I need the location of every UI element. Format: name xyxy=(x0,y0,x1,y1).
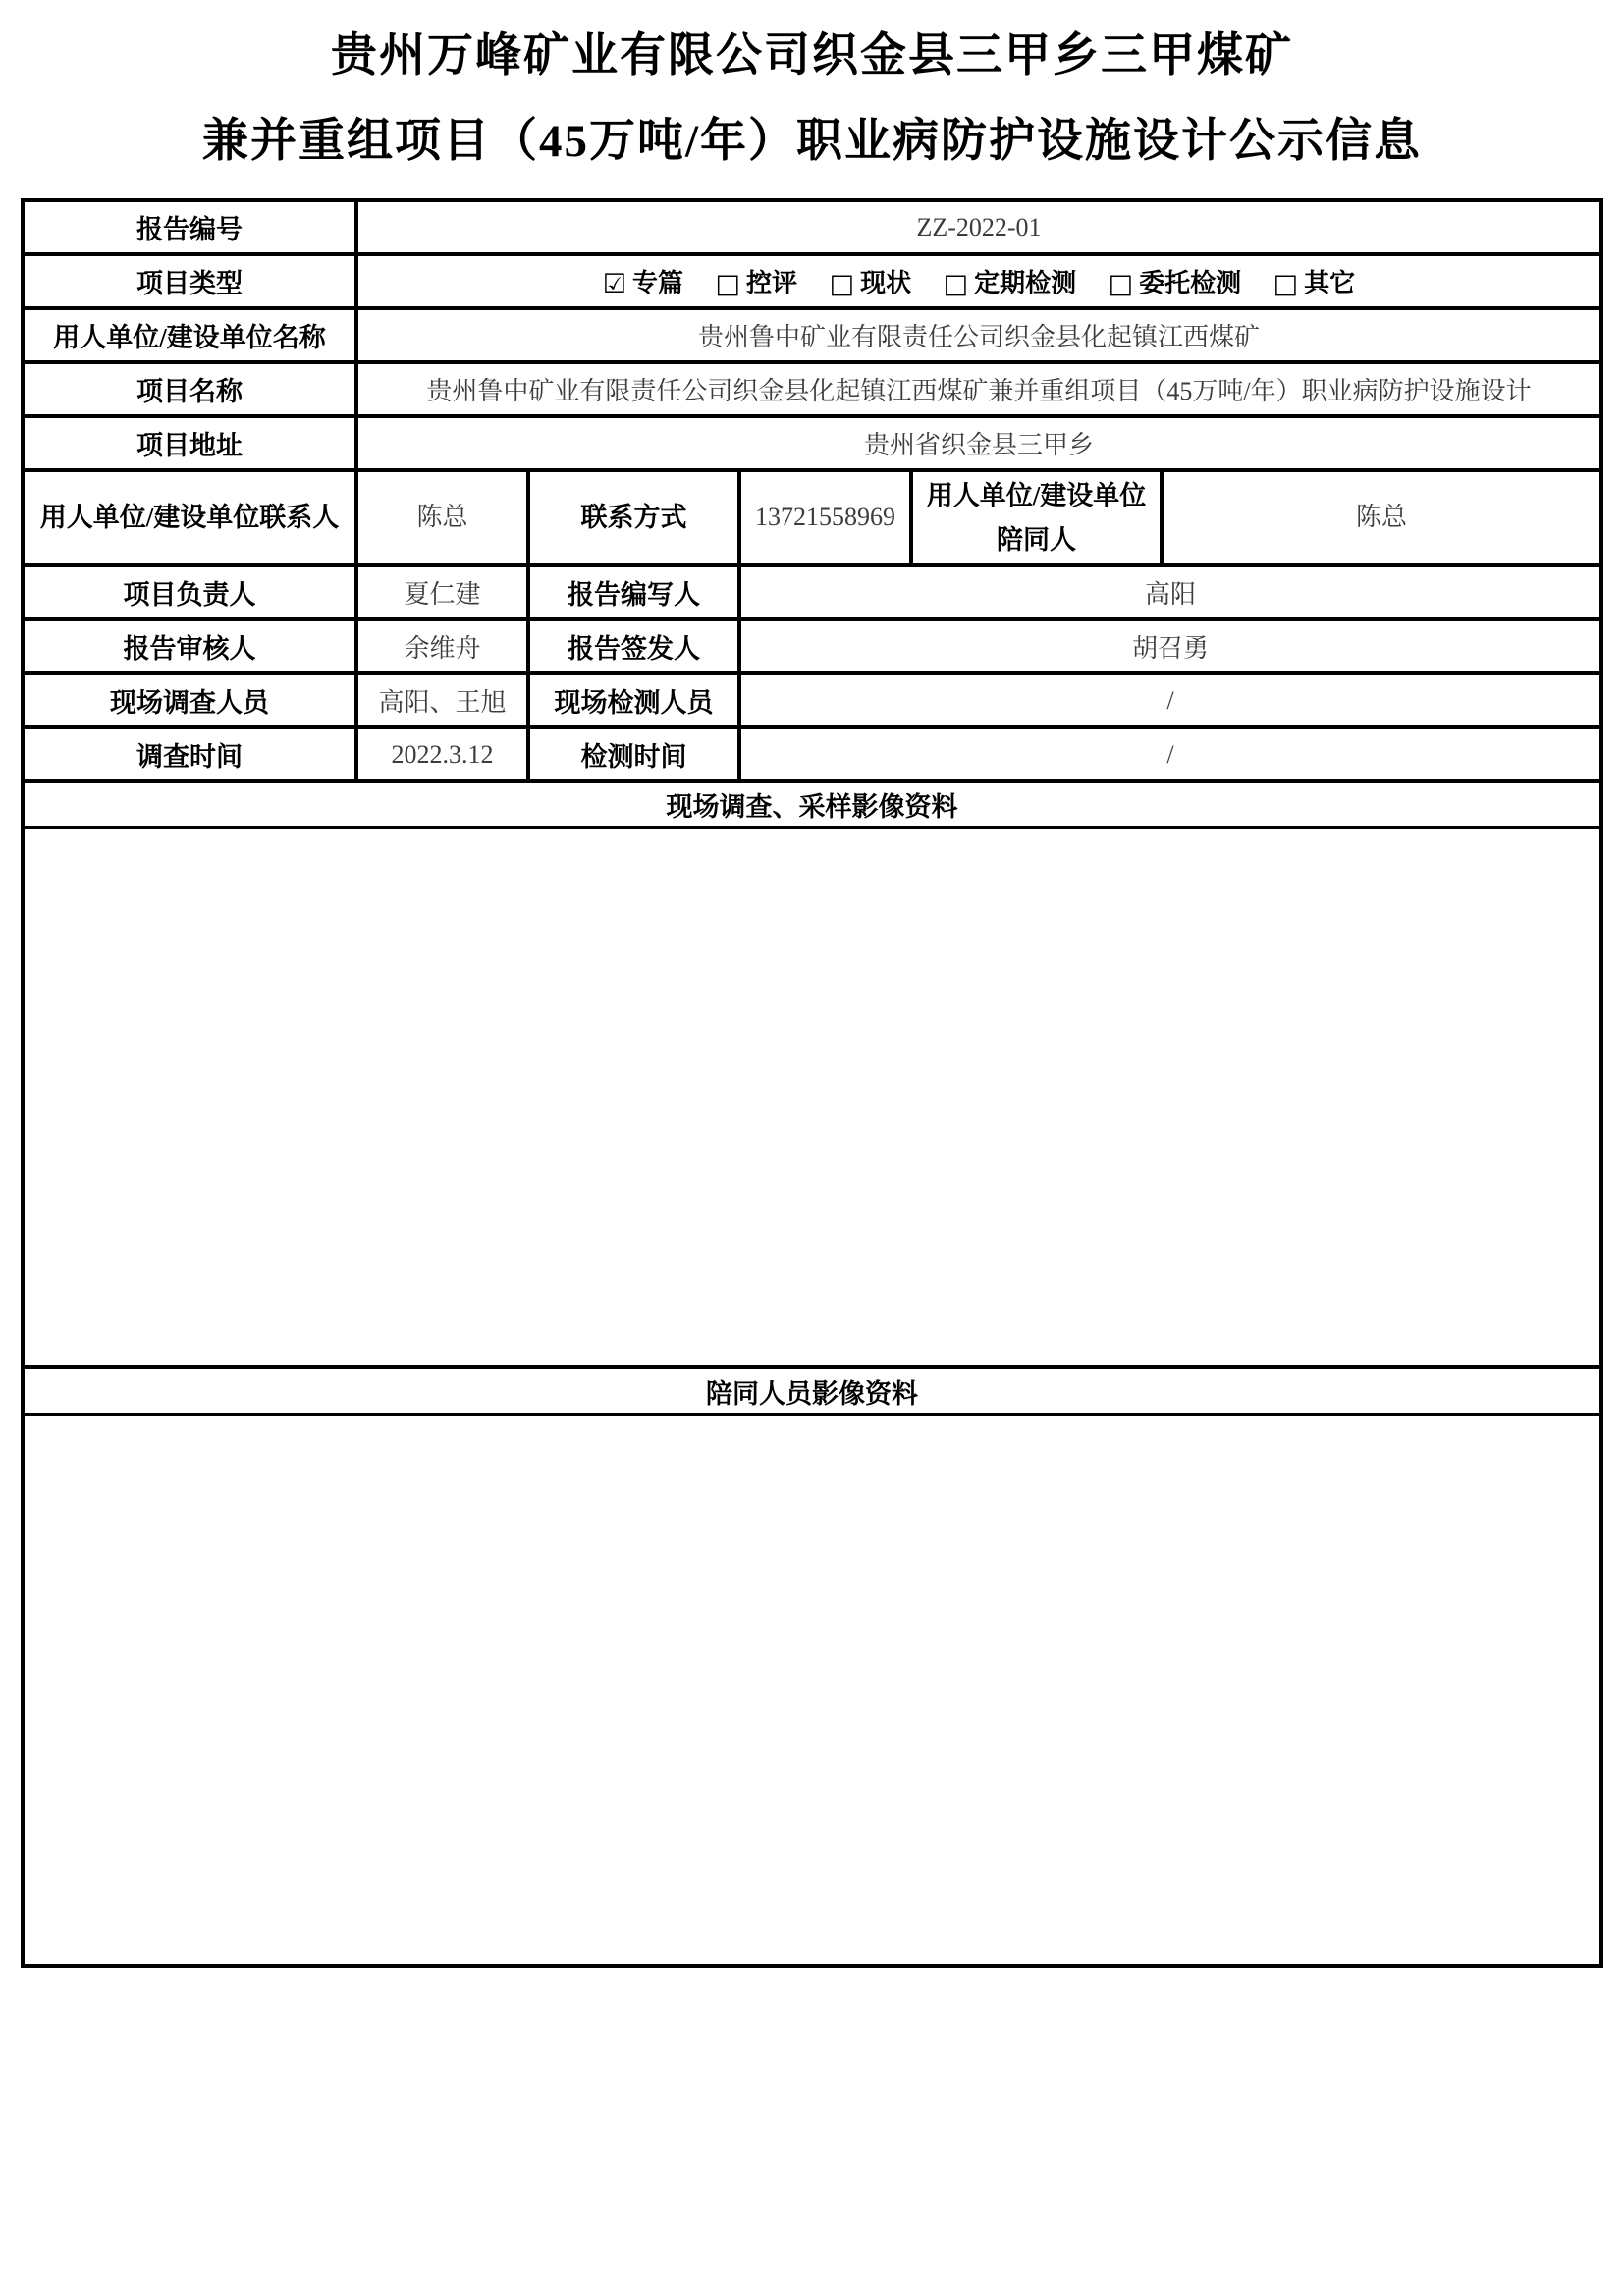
contact-value: 陈总 xyxy=(356,470,528,565)
project-name-value: 贵州鲁中矿业有限责任公司织金县化起镇江西煤矿兼并重组项目（45万吨/年）职业病防护设施设计 xyxy=(356,362,1601,416)
report-no-label: 报告编号 xyxy=(23,200,356,254)
escort-media-header: 陪同人员影像资料 xyxy=(23,1367,1601,1415)
report-writer-label: 报告编写人 xyxy=(528,565,739,619)
row-survey-media-header xyxy=(23,781,1601,828)
project-manager-label: 项目负责人 xyxy=(23,565,356,619)
row-project-address xyxy=(23,416,1601,470)
row-reviewer xyxy=(23,619,1601,673)
option-label: 委托检测 xyxy=(1139,269,1242,297)
test-staff-value: / xyxy=(739,673,1601,727)
escort-label: 用人单位/建设单位陪同人 xyxy=(911,470,1162,565)
document-title-line1: 贵州万峰矿业有限公司织金县三甲乡三甲煤矿 xyxy=(331,30,1293,81)
row-contact xyxy=(23,470,1601,565)
phone-value: 13721558969 xyxy=(739,470,911,565)
employer-name-value: 贵州鲁中矿业有限责任公司织金县化起镇江西煤矿 xyxy=(356,308,1601,362)
row-survey-staff xyxy=(23,673,1601,727)
employer-name-label: 用人单位/建设单位名称 xyxy=(23,308,356,362)
project-type-options xyxy=(356,254,1601,308)
checkbox-unchecked-icon: □ xyxy=(1108,269,1134,299)
survey-staff-label: 现场调查人员 xyxy=(23,673,356,727)
option-kongping xyxy=(716,269,798,297)
checkbox-unchecked-icon: □ xyxy=(1272,269,1299,299)
checkbox-unchecked-icon: □ xyxy=(943,269,969,299)
option-qita xyxy=(1273,269,1356,297)
option-label: 定期检测 xyxy=(974,269,1077,297)
project-address-label: 项目地址 xyxy=(23,416,356,470)
info-table xyxy=(21,198,1603,1968)
option-dingqijiance xyxy=(944,269,1077,297)
row-report-no xyxy=(23,200,1601,254)
row-escort-media-header xyxy=(23,1367,1601,1415)
row-employer-name xyxy=(23,308,1601,362)
project-name-label: 项目名称 xyxy=(23,362,356,416)
row-project-type xyxy=(23,254,1601,308)
row-project-manager xyxy=(23,565,1601,619)
checkbox-unchecked-icon: □ xyxy=(715,269,741,299)
row-project-name xyxy=(23,362,1601,416)
option-zhuanpian xyxy=(603,269,683,297)
document-title-line2: 兼并重组项目（45万吨/年）职业病防护设施设计公示信息 xyxy=(201,116,1423,167)
survey-staff-value: 高阳、王旭 xyxy=(356,673,528,727)
survey-date-value: 2022.3.12 xyxy=(356,727,528,781)
row-escort-media-area xyxy=(23,1415,1601,1966)
report-reviewer-label: 报告审核人 xyxy=(23,619,356,673)
phone-label: 联系方式 xyxy=(528,470,739,565)
report-issuer-value: 胡召勇 xyxy=(739,619,1601,673)
report-writer-value: 高阳 xyxy=(739,565,1601,619)
checkbox-checked-icon: ☑ xyxy=(602,269,627,299)
escort-media-empty-area xyxy=(23,1415,1601,1966)
option-xianzhuang xyxy=(830,269,912,297)
report-reviewer-value: 余维舟 xyxy=(356,619,528,673)
option-label: 专篇 xyxy=(632,269,684,297)
survey-media-header: 现场调查、采样影像资料 xyxy=(23,781,1601,828)
test-staff-label: 现场检测人员 xyxy=(528,673,739,727)
survey-date-label: 调查时间 xyxy=(23,727,356,781)
option-label: 其它 xyxy=(1304,269,1356,297)
project-type-label: 项目类型 xyxy=(23,254,356,308)
row-survey-date xyxy=(23,727,1601,781)
test-date-value: / xyxy=(739,727,1601,781)
option-label: 控评 xyxy=(746,269,798,297)
escort-value: 陈总 xyxy=(1162,470,1601,565)
survey-media-empty-area xyxy=(23,828,1601,1367)
project-address-value: 贵州省织金县三甲乡 xyxy=(356,416,1601,470)
test-date-label: 检测时间 xyxy=(528,727,739,781)
report-issuer-label: 报告签发人 xyxy=(528,619,739,673)
option-weituojiance xyxy=(1109,269,1242,297)
row-survey-media-area xyxy=(23,828,1601,1367)
contact-label: 用人单位/建设单位联系人 xyxy=(23,470,356,565)
checkbox-unchecked-icon: □ xyxy=(829,269,855,299)
report-no-value: ZZ-2022-01 xyxy=(356,200,1601,254)
project-manager-value: 夏仁建 xyxy=(356,565,528,619)
option-label: 现状 xyxy=(860,269,912,297)
